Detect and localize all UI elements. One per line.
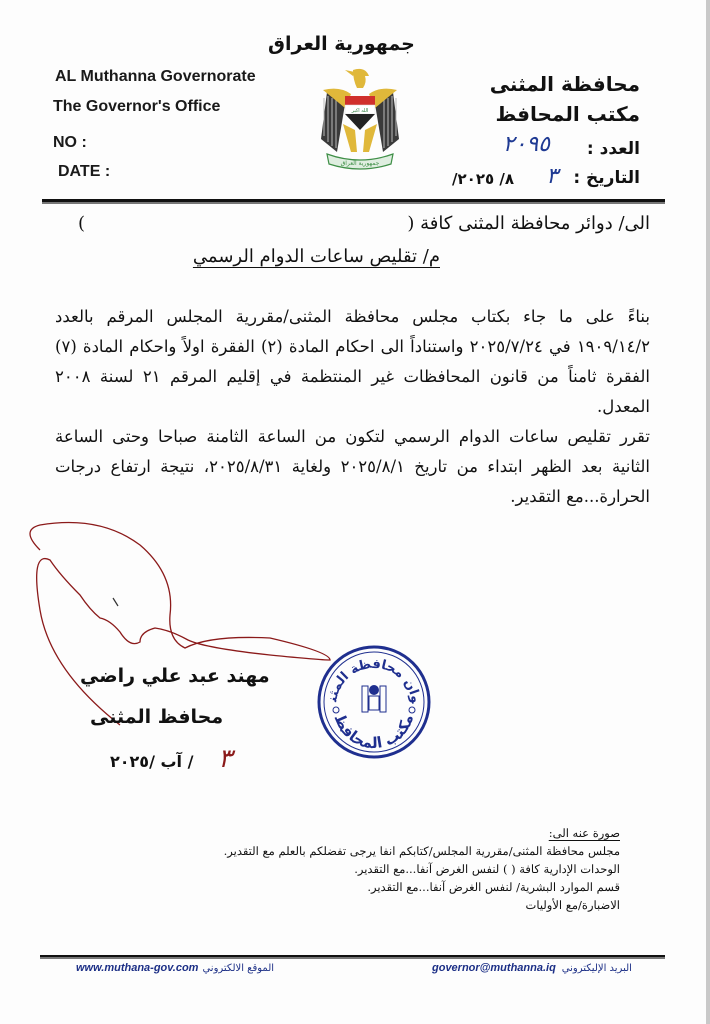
- signature-date-rest: / آب /٢٠٢٥: [110, 752, 194, 771]
- email-label: البريد الإليكتروني: [561, 962, 632, 974]
- english-date-label: DATE :: [58, 163, 111, 180]
- copy-recipient: الوحدات الإدارية كافة ( ) لنفس الغرض آنفا...مع التقدير.: [354, 862, 620, 876]
- footer-website: [76, 962, 274, 974]
- english-governorate: AL Muthanna Governorate: [55, 68, 256, 85]
- body-paragraph-2: تقرر تقليص ساعات الدوام الرسمي لتكون من الساعة الثامنة صباحا وحتى الساعة الثانية بعد الظهر ابتداء من تاريخ ٢٠٢٥/٨/١ ولغاية ٢٠٢٥/٨/٣١، نتيجة ارتفاع درجات الحرارة...مع التقدير.: [55, 427, 650, 506]
- website-link[interactable]: www.muthana-gov.com: [76, 962, 199, 974]
- date-label: التاريخ :: [573, 168, 640, 188]
- body-paragraph-1: بناءً على ما جاء بكتاب مجلس محافظة المثنى/مقررية المجلس المرقم بالعدد ١٩٠٩/١٤/٢ في ٢٠٢٥/٧/٢٤ واستناداً الى احكام المادة (٢) الفقرة اولاً واحكام المادة (٧) الفقرة ثامناً من قانون المحافظات غير المنتظمة في إقليم المرقم ٢١ لسنة ٢٠٠٨ المعدل.: [55, 307, 650, 416]
- number-label: العدد :: [586, 139, 640, 159]
- stamp-top-text: وان محافظة المثن: [325, 656, 423, 705]
- arabic-office: مكتب المحافظ: [495, 102, 640, 126]
- page-edge: [706, 0, 710, 1024]
- subject-line: م/ تقليص ساعات الدوام الرسمي: [192, 246, 440, 267]
- english-no-label: NO :: [53, 134, 87, 151]
- footer-email: [432, 962, 632, 974]
- copies-list: [224, 824, 620, 914]
- number-value: ٢٠٩٥: [502, 132, 550, 157]
- addressee-to: الى/ دوائر محافظة المثنى كافة (: [407, 213, 650, 234]
- website-label: الموقع الالكتروني: [202, 962, 275, 974]
- signatory-name: مهند عبد علي راضي: [80, 665, 270, 687]
- governor-office-stamp: [316, 644, 432, 760]
- date-rest: /٨/ ٢٠٢٥: [452, 170, 514, 188]
- signature-date-day: ٣: [218, 744, 232, 774]
- letter-body: [55, 302, 650, 512]
- iraq-emblem-icon: [315, 64, 405, 174]
- svg-text:الله اكبر: الله اكبر: [351, 108, 369, 114]
- republic-title: جمهورية العراق: [268, 33, 415, 55]
- addressee-close-paren: ): [78, 213, 86, 234]
- copy-recipient: مجلس محافظة المثنى/مقررية المجلس/كتابكم انفا يرجى تفضلكم بالعلم مع التقدير.: [223, 844, 620, 858]
- copy-recipient: الاضبارة/مع الأوليات: [525, 898, 620, 912]
- copies-heading: صورة عنه الى:: [548, 826, 620, 840]
- english-office: The Governor's Office: [53, 98, 221, 115]
- arabic-governorate: محافظة المثنى: [489, 72, 640, 96]
- date-day: ٣: [546, 164, 558, 189]
- svg-text:جمهورية العراق: جمهورية العراق: [340, 160, 380, 167]
- stamp-bottom-text: مكتب المحافظ: [330, 711, 418, 753]
- copy-recipient: قسم الموارد البشرية/ لنفس الغرض آنفا...مع التقدير.: [367, 880, 620, 894]
- signatory-title: محافظ المثنى: [90, 706, 224, 728]
- email-link[interactable]: governor@muthanna.iq: [432, 962, 556, 974]
- footer-divider: [40, 955, 665, 957]
- header-divider: [42, 199, 665, 202]
- signature-scribble: [10, 520, 340, 730]
